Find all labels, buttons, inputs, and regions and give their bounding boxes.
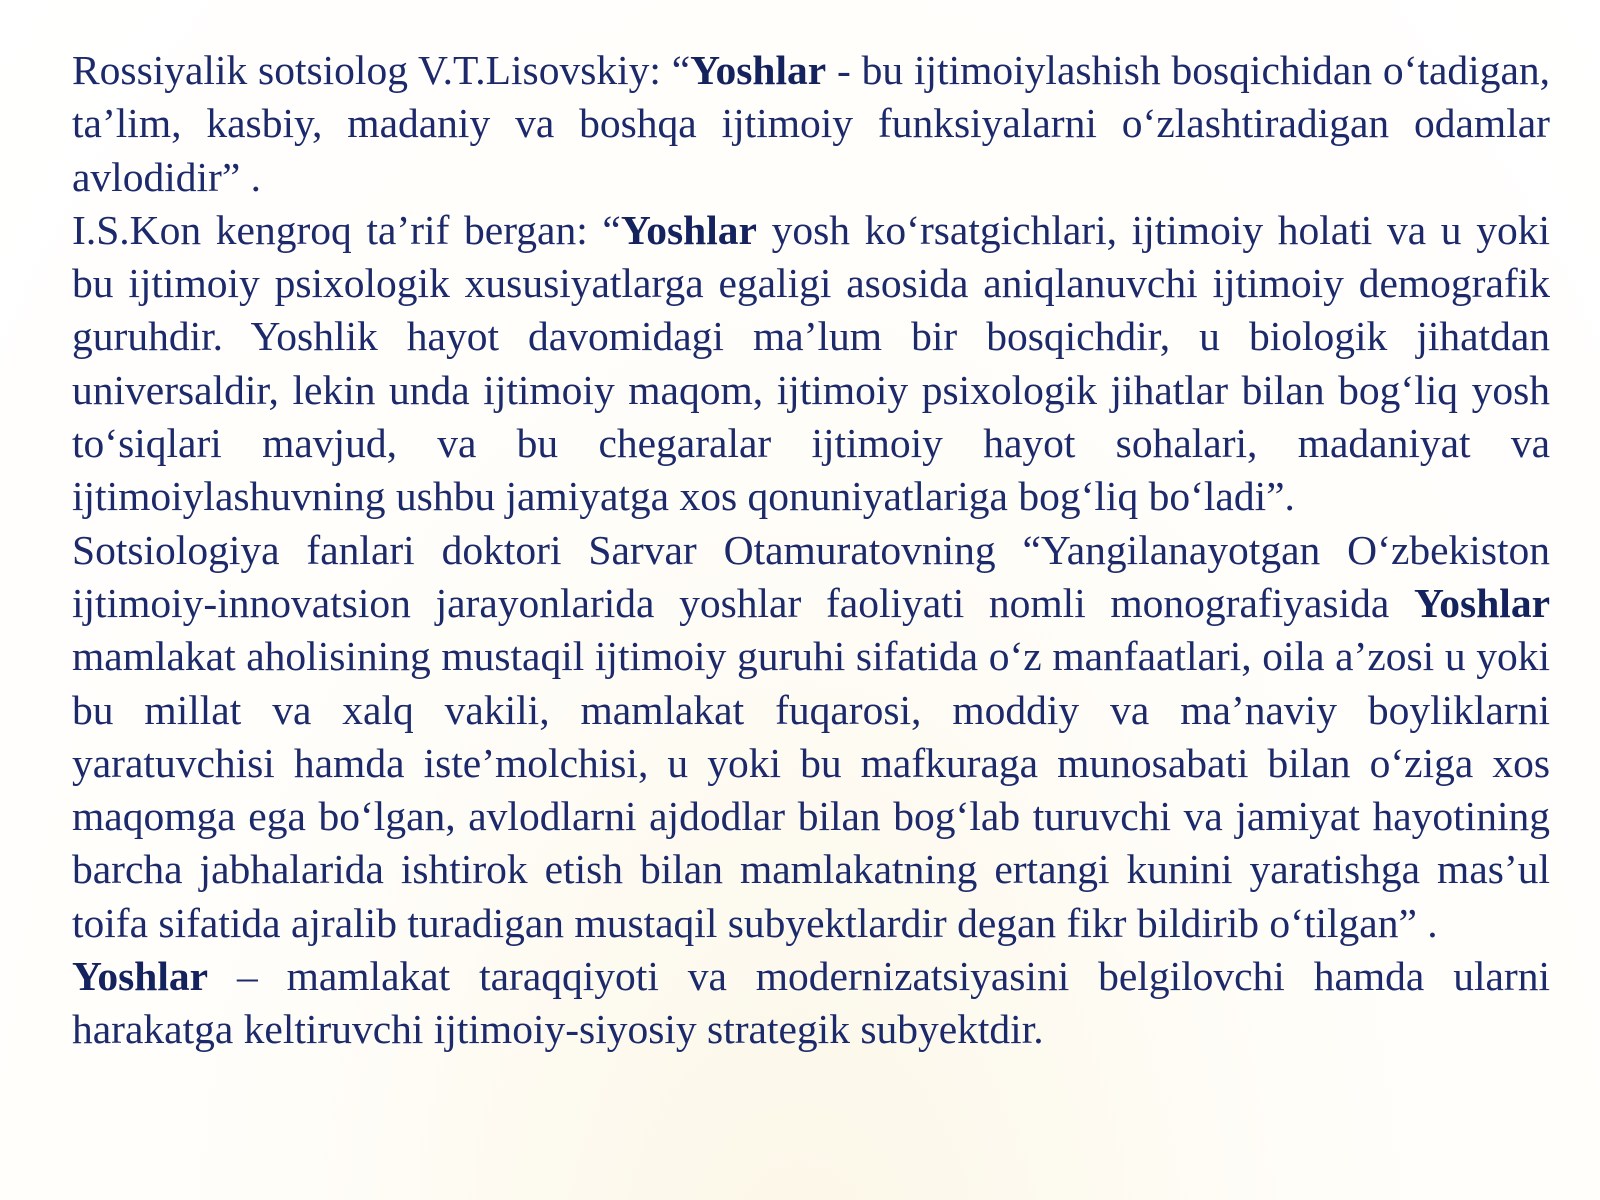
paragraph-text: mamlakat aholisining mustaqil ijtimoiy guruhi sifatida o‘z manfaatlari, oila a’zosi u yoki bu millat va xalq vakili, mamlakat fuqarosi, moddiy va ma’naviy boyliklarni yaratuvchisi hamda iste’molchisi, u yoki bu mafkuraga munosabati bilan o‘ziga xos maqomga ega bo‘lgan, avlodlarni ajdodlar bilan bog‘lab turuvchi va jamiyat hayotining barcha jabhalarida ishtirok etish bilan mamlakatning ertangi kunini yaratishga mas’ul toifa sifatida ajralib turadigan mustaqil subyektlardir degan fikr bildirib o‘tilgan” . — [72, 633, 1550, 946]
paragraph-text: Sotsiologiya fanlari doktori Sarvar Otamuratovning “Yangilanayotgan O‘zbekiston ijtimoiy-innovatsion jarayonlarida yoshlar faoliyati nomli monografiyasida — [72, 526, 1550, 626]
paragraph-text: – mamlakat taraqqiyoti va modernizatsiyasini belgilovchi hamda ularni harakatga keltiruvchi ijtimoiy-siyosiy strategik subyektdir. — [72, 953, 1550, 1053]
paragraph-kon-definition — [72, 204, 1550, 524]
bold-term: Yoshlar — [1413, 579, 1550, 626]
paragraph-conclusion — [72, 950, 1550, 1057]
bold-term: Yoshlar — [72, 953, 209, 1000]
paragraph-text: I.S.Kon kengroq ta’rif bergan: “ — [72, 206, 621, 253]
bold-term: Yoshlar — [690, 47, 827, 93]
text-body — [72, 44, 1550, 1057]
paragraph-lisovskiy-definition — [72, 44, 1550, 204]
paragraph-text: Rossiyalik sotsiolog V.T.Lisovskiy: “ — [72, 47, 691, 93]
paragraph-text: - bu ijtimoiylashish bosqichidan o‘tadigan, ta’lim, kasbiy, madaniy va boshqa ijtimoiy funksiyalarni o‘zlashtiradigan odamlar avlodidir” . — [72, 47, 1550, 200]
paragraph-text: yosh ko‘rsatgichlari, ijtimoiy holati va u yoki bu ijtimoiy psixologik xususiyatlarga egaligi asosida aniqlanuvchi ijtimoiy demografik guruhdir. Yoshlik hayot davomidagi ma’lum bir bosqichdir, u biologik jihatdan universaldir, lekin unda ijtimoiy maqom, ijtimoiy psixologik jihatlar bilan bog‘liq yosh to‘siqlari mavjud, va bu chegaralar ijtimoiy hayot sohalari, madaniyat va ijtimoiylashuvning ushbu jamiyatga xos qonuniyatlariga bog‘liq bo‘ladi”. — [72, 206, 1550, 520]
paragraph-otamuratov-definition — [72, 524, 1550, 950]
bold-term: Yoshlar — [620, 206, 757, 253]
